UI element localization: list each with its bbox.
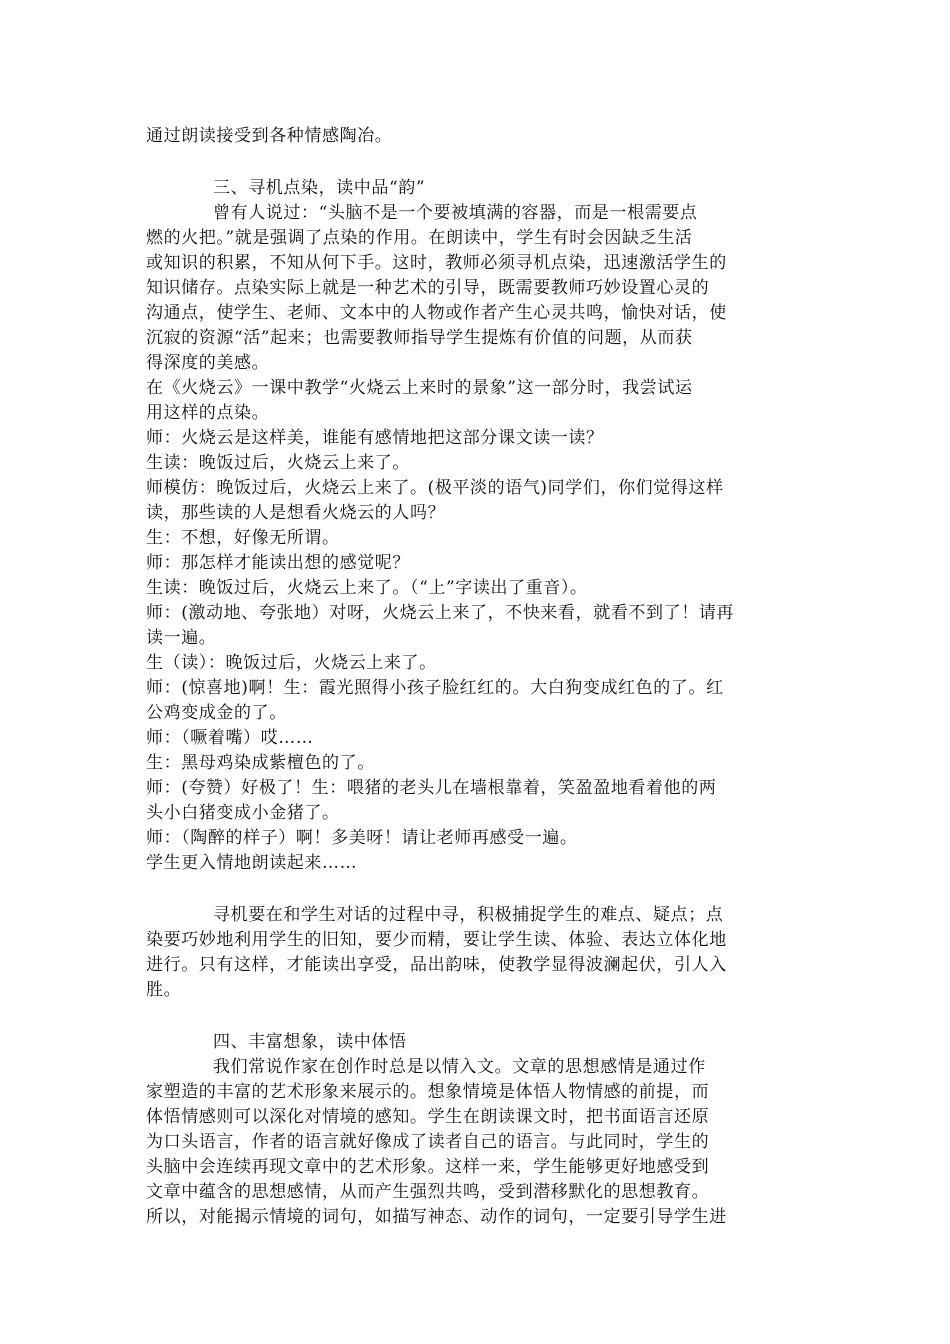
- paragraph-line: 沟通点，使学生、老师、文本中的人物或作者产生心灵共鸣，愉快对话，使: [146, 303, 727, 323]
- dialogue-line: 读，那些读的人是想看火烧云的人吗？: [146, 503, 446, 523]
- section-heading-4: 四、丰富想象，读中体悟: [213, 1032, 407, 1052]
- paragraph-line: 我们常说作家在创作时总是以情入文。文章的思想感情是通过作: [213, 1057, 706, 1077]
- paragraph-line: 所以，对能揭示情境的词句，如描写神态、动作的词句，一定要引导学生进: [146, 1207, 727, 1227]
- dialogue-line: 师：（噘着嘴）哎……: [146, 728, 314, 748]
- paragraph-line: 为口头语言，作者的语言就好像成了读者自己的语言。与此同时，学生的: [146, 1132, 710, 1152]
- dialogue-line: 师：(夸赞）好极了！生：喂猪的老头儿在墙根靠着，笑盈盈地看着他的两: [146, 778, 717, 798]
- dialogue-line: 头小白猪变成小金猪了。: [146, 803, 340, 823]
- paragraph-line: 家塑造的丰富的艺术形象来展示的。想象情境是体悟人物情感的前提，而: [146, 1082, 710, 1102]
- dialogue-line: 生读：晚饭过后，火烧云上来了。（“上”字读出了重音）。: [146, 578, 588, 598]
- paragraph-line: 用这样的点染。: [146, 403, 270, 423]
- paragraph-line: 头脑中会连续再现文章中的艺术形象。这样一来，学生能够更好地感受到: [146, 1157, 710, 1177]
- paragraph-line: 得深度的美感。: [146, 353, 270, 373]
- dialogue-line: 师：（陶醉的样子）啊！多美呀！请让老师再感受一遍。: [146, 828, 578, 848]
- dialogue-line: 公鸡变成金的了。: [146, 703, 287, 723]
- dialogue-line: 师：(惊喜地)啊！生：霞光照得小孩子脸红红的。大白狗变成红色的了。红: [146, 678, 724, 698]
- paragraph-line: 染要巧妙地利用学生的旧知，要少而精，要让学生读、体验、表达立体化地: [146, 930, 727, 950]
- dialogue-line: 学生更入情地朗读起来……: [146, 853, 358, 873]
- paragraph-line: 体悟情感则可以深化对情境的感知。学生在朗读课文时，把书面语言还原: [146, 1107, 710, 1127]
- paragraph-line: 知识储存。点染实际上就是一种艺术的引导，既需要教师巧妙设置心灵的: [146, 278, 710, 298]
- paragraph-line: 胜。: [146, 980, 182, 1000]
- paragraph-line: 或知识的积累，不知从何下手。这时，教师必须寻机点染，迅速激活学生的: [146, 253, 727, 273]
- dialogue-line: 读一遍。: [146, 628, 217, 648]
- paragraph-line: 在《火烧云》一课中教学“火烧云上来时的景象”这一部分时，我尝试运: [146, 378, 693, 398]
- paragraph-line: 曾有人说过：“头脑不是一个要被填满的容器，而是一根需要点: [213, 203, 698, 223]
- dialogue-line: 生：不想，好像无所谓。: [146, 528, 340, 548]
- paragraph-line: 寻机要在和学生对话的过程中寻，积极捕捉学生的难点、疑点；点: [213, 905, 724, 925]
- paragraph-line: 进行。只有这样，才能读出享受，品出韵味，使教学显得波澜起伏，引人入: [146, 955, 727, 975]
- dialogue-line: 师模仿：晚饭过后，火烧云上来了。(极平淡的语气)同学们，你们觉得这样: [146, 478, 724, 498]
- text-line: 通过朗读接受到各种情感陶冶。: [146, 126, 393, 146]
- section-heading-3: 三、寻机点染，读中品“韵”: [213, 178, 426, 198]
- dialogue-line: 师：(激动地、夸张地）对呀，火烧云上来了，不快来看，就看不到了！请再: [146, 603, 735, 623]
- dialogue-line: 师：那怎样才能读出想的感觉呢？: [146, 553, 410, 573]
- dialogue-line: 生读：晚饭过后，火烧云上来了。: [146, 453, 410, 473]
- paragraph-line: 沉寂的资源“活”起来；也需要教师指导学生提炼有价值的问题，从而获: [146, 328, 693, 348]
- paragraph-line: 燃的火把。”就是强调了点染的作用。在朗读中，学生有时会因缺乏生活: [146, 228, 693, 248]
- dialogue-line: 师：火烧云是这样美，谁能有感情地把这部分课文读一读？: [146, 428, 604, 448]
- paragraph-line: 文章中蕴含的思想感情，从而产生强烈共鸣，受到潜移默化的思想教育。: [146, 1182, 710, 1202]
- dialogue-line: 生（读）：晚饭过后，火烧云上来了。: [146, 653, 437, 673]
- dialogue-line: 生：黑母鸡染成紫檀色的了。: [146, 753, 375, 773]
